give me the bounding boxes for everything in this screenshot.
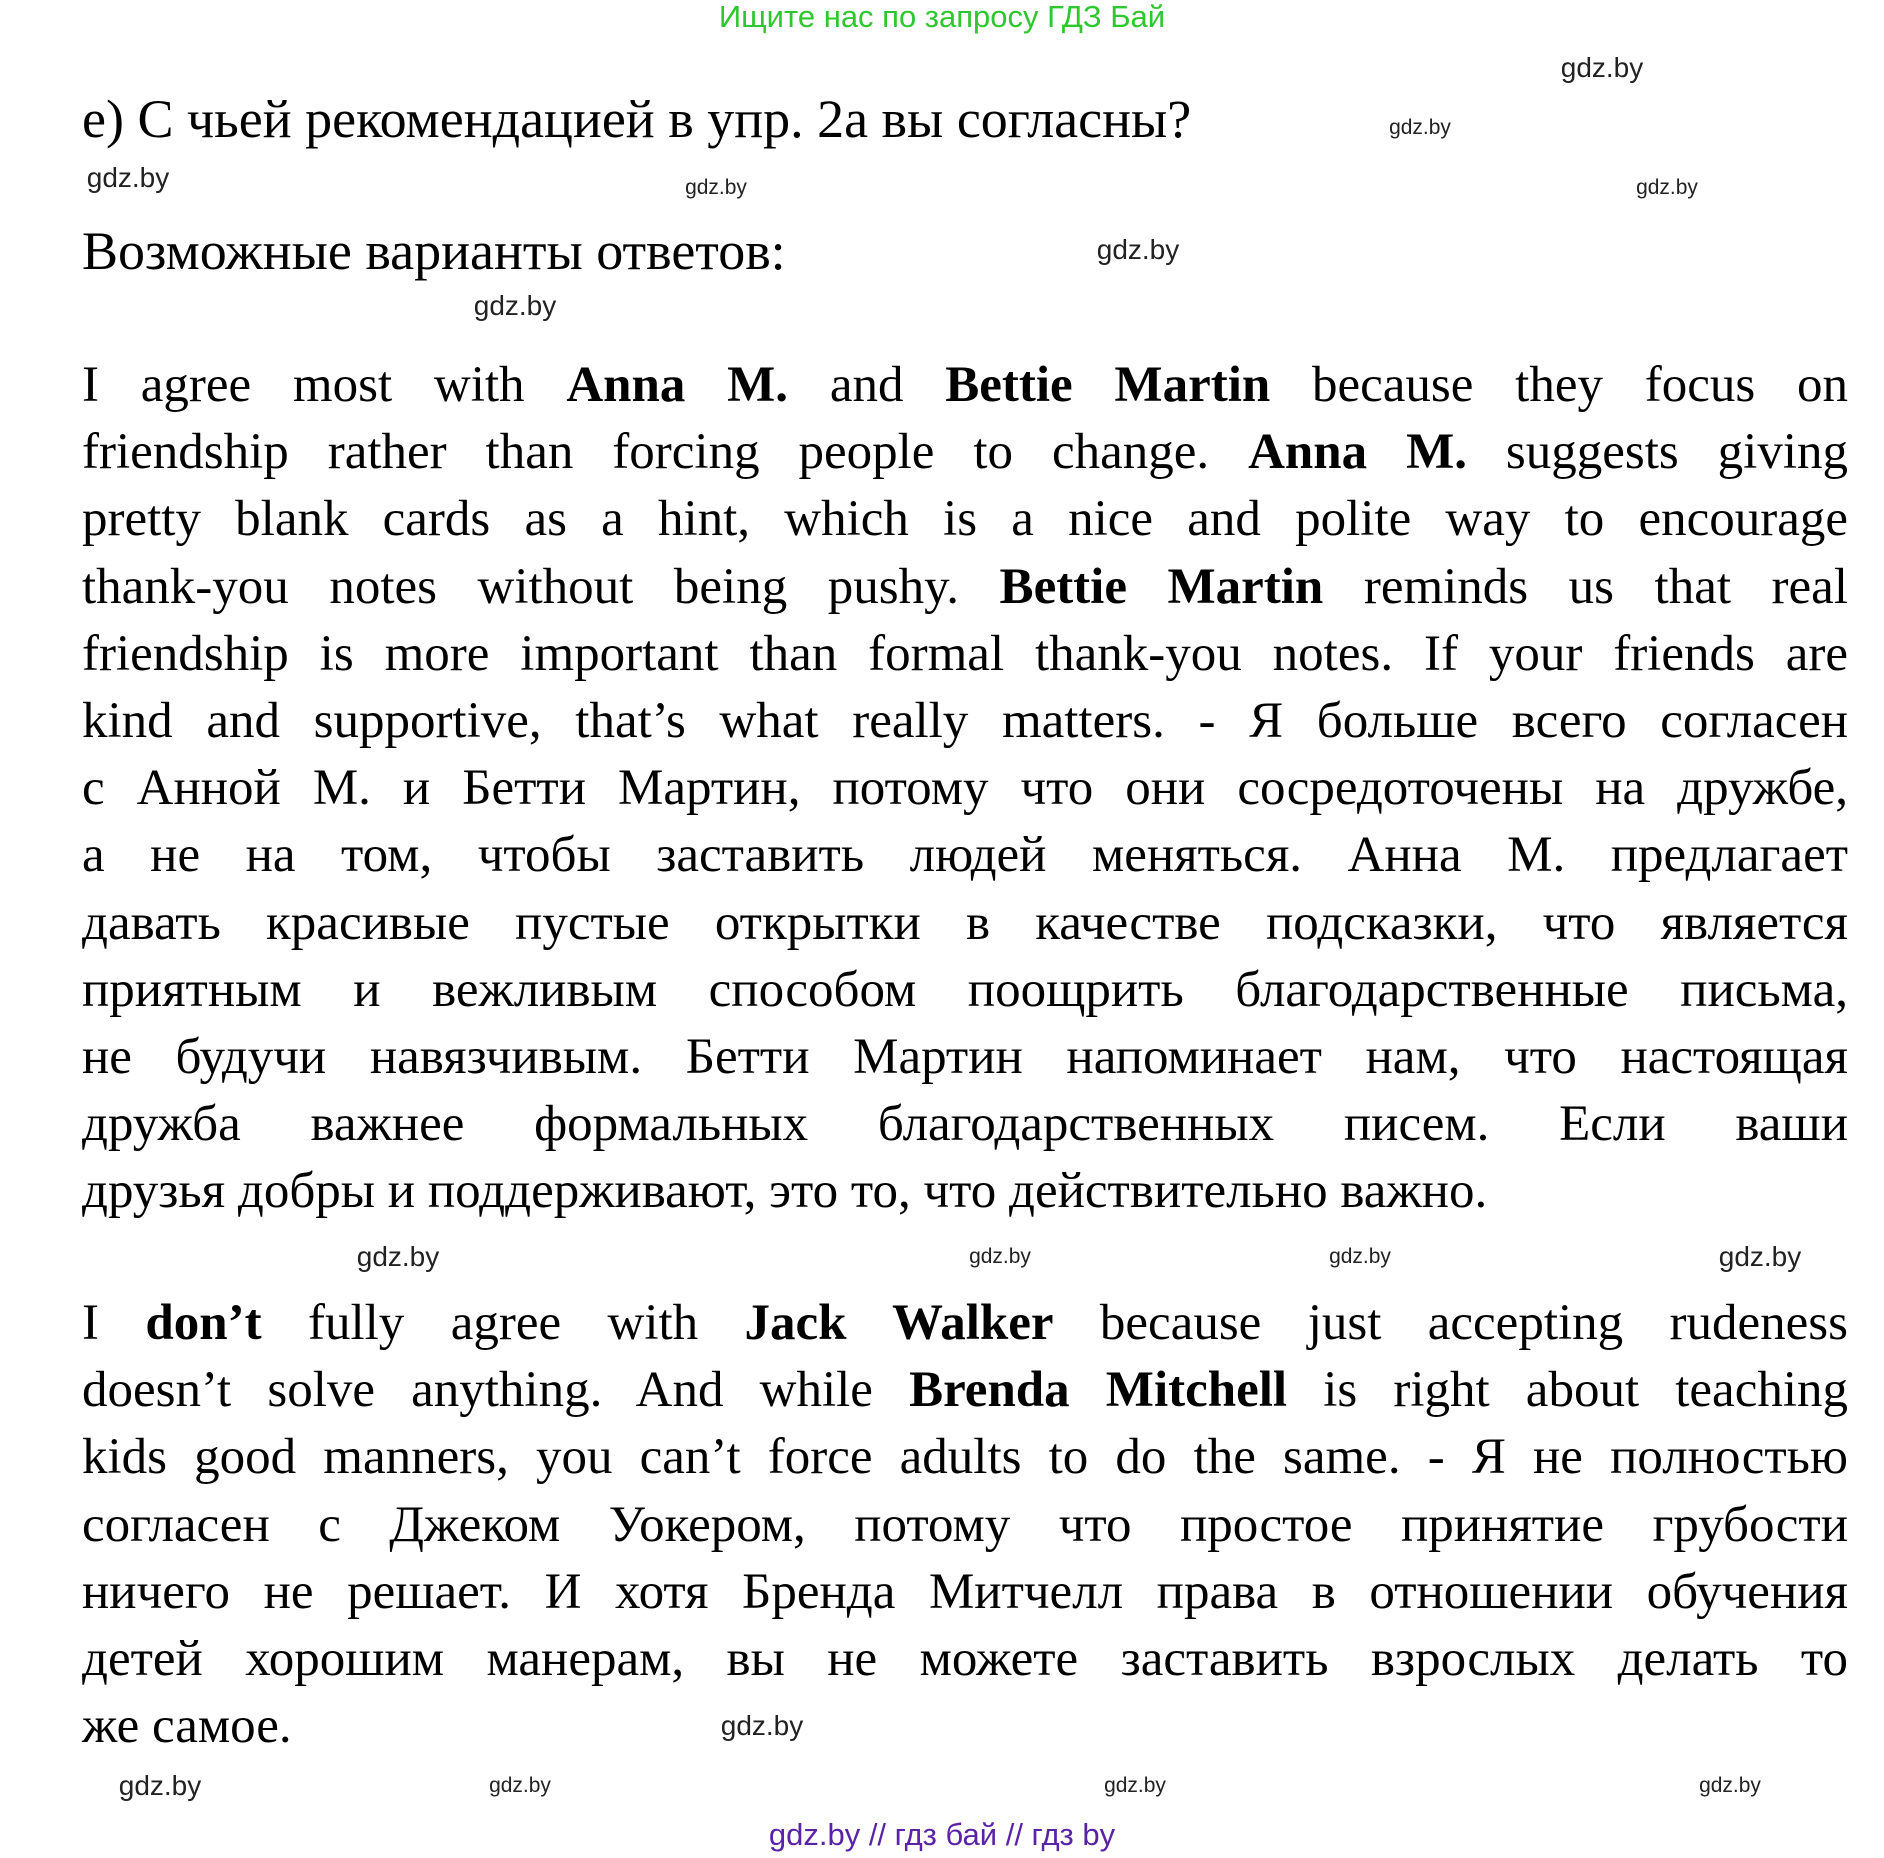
text-segment: and <box>788 357 946 413</box>
watermark: gdz.by <box>1096 234 1180 265</box>
footer-links: gdz.by // гдз бай // гдз by <box>768 1817 1116 1852</box>
bold-name: don’t <box>145 1295 262 1351</box>
text-line <box>82 1357 1848 1424</box>
text-segment: thank-you notes without being pushy. <box>82 558 1000 615</box>
text-segment: давать красивые пустые открытки в качестве подсказки, что является <box>82 894 1848 951</box>
text-segment: не будучи навязчивым. Бетти Мартин напоминает нам, что настоящая <box>82 1028 1848 1085</box>
watermark: gdz.by <box>685 176 747 199</box>
watermark: gdz.by <box>720 1710 804 1741</box>
text-segment: pretty blank cards as a hint, which is a nice and polite way to encourage <box>82 491 1848 548</box>
text-line <box>82 1492 1848 1559</box>
text-line <box>82 621 1848 688</box>
text-segment: reminds us that real <box>1323 558 1848 615</box>
text-line <box>82 1290 1848 1357</box>
text-segment: дружба важнее формальных благодарственных писем. Если ваши <box>82 1096 1848 1153</box>
text-line <box>82 554 1848 621</box>
search-banner: Ищите нас по запросу ГДЗ Бай <box>718 0 1166 34</box>
watermark: gdz.by <box>1699 1774 1761 1797</box>
bold-name: Anna M. <box>566 357 789 413</box>
text-line <box>82 957 1848 1024</box>
exercise-question: е) С чьей рекомендацией в упр. 2а вы согласны? <box>82 89 1192 149</box>
text-segment: kind and supportive, that’s what really matters. - Я больше всего согласен <box>82 692 1848 749</box>
text-segment: же самое. <box>82 1698 292 1755</box>
watermark: gdz.by <box>969 1245 1031 1268</box>
bold-name: Brenda Mitchell <box>909 1362 1288 1419</box>
text-segment: is right about teaching <box>1287 1362 1848 1419</box>
text-line <box>82 419 1848 486</box>
watermark: gdz.by <box>118 1770 202 1801</box>
text-segment: fully agree with <box>261 1295 745 1351</box>
watermark: gdz.by <box>1389 116 1451 139</box>
text-segment: friendship is more important than formal thank-you notes. If your friends are <box>82 625 1848 682</box>
text-segment: kids good manners, you can’t force adults to do the same. - Я не полностью <box>82 1429 1848 1486</box>
text-line <box>82 1693 292 1760</box>
answer-paragraph-1 <box>82 352 1848 1225</box>
text-line <box>82 1024 1848 1091</box>
text-segment: приятным и вежливым способом поощрить благодарственные письма, <box>82 961 1848 1018</box>
text-line <box>82 1158 1487 1225</box>
text-segment: friendship rather than forcing people to change. <box>82 424 1249 481</box>
text-segment: с Анной М. и Бетти Мартин, потому что они сосредоточены на дружбе, <box>82 760 1848 817</box>
watermark: gdz.by <box>1560 52 1644 83</box>
text-line <box>82 822 1848 889</box>
text-line <box>82 352 1848 419</box>
text-segment: because just accepting rudeness <box>1053 1295 1848 1351</box>
watermark: gdz.by <box>473 290 557 321</box>
watermark: gdz.by <box>1104 1774 1166 1797</box>
answer-paragraph-2 <box>82 1290 1848 1760</box>
answers-heading: Возможные варианты ответов: <box>82 221 786 281</box>
text-segment: doesn’t solve anything. And while <box>82 1362 910 1419</box>
text-segment: I agree most with <box>82 357 567 413</box>
text-line <box>82 1091 1848 1158</box>
text-segment: детей хорошим манерам, вы не можете заставить взрослых делать то <box>82 1630 1848 1687</box>
text-line <box>82 1626 1848 1693</box>
text-segment: because they focus on <box>1270 357 1848 413</box>
text-line <box>82 755 1848 822</box>
text-segment: I <box>82 1295 146 1351</box>
watermark: gdz.by <box>1636 176 1698 199</box>
text-segment: suggests giving <box>1466 424 1849 481</box>
text-line <box>82 688 1848 755</box>
bold-name: Anna M. <box>1248 424 1467 481</box>
text-line <box>82 486 1848 553</box>
text-line <box>82 1424 1848 1491</box>
text-segment: а не на том, чтобы заставить людей меняться. Анна М. предлагает <box>82 827 1848 884</box>
watermark: gdz.by <box>489 1774 551 1797</box>
text-line <box>82 890 1848 957</box>
watermark: gdz.by <box>86 162 170 193</box>
bold-name: Bettie Martin <box>999 558 1324 615</box>
watermark: gdz.by <box>1329 1245 1391 1268</box>
bold-name: Jack Walker <box>744 1295 1054 1351</box>
text-segment: друзья добры и поддерживают, это то, что действительно важно. <box>82 1163 1488 1220</box>
watermark: gdz.by <box>356 1241 440 1272</box>
text-line <box>82 1559 1848 1626</box>
bold-name: Bettie Martin <box>945 357 1271 413</box>
text-segment: согласен с Джеком Уокером, потому что простое принятие грубости <box>82 1496 1848 1553</box>
text-segment: ничего не решает. И хотя Бренда Митчелл права в отношении обучения <box>82 1563 1848 1620</box>
watermark: gdz.by <box>1718 1241 1802 1272</box>
